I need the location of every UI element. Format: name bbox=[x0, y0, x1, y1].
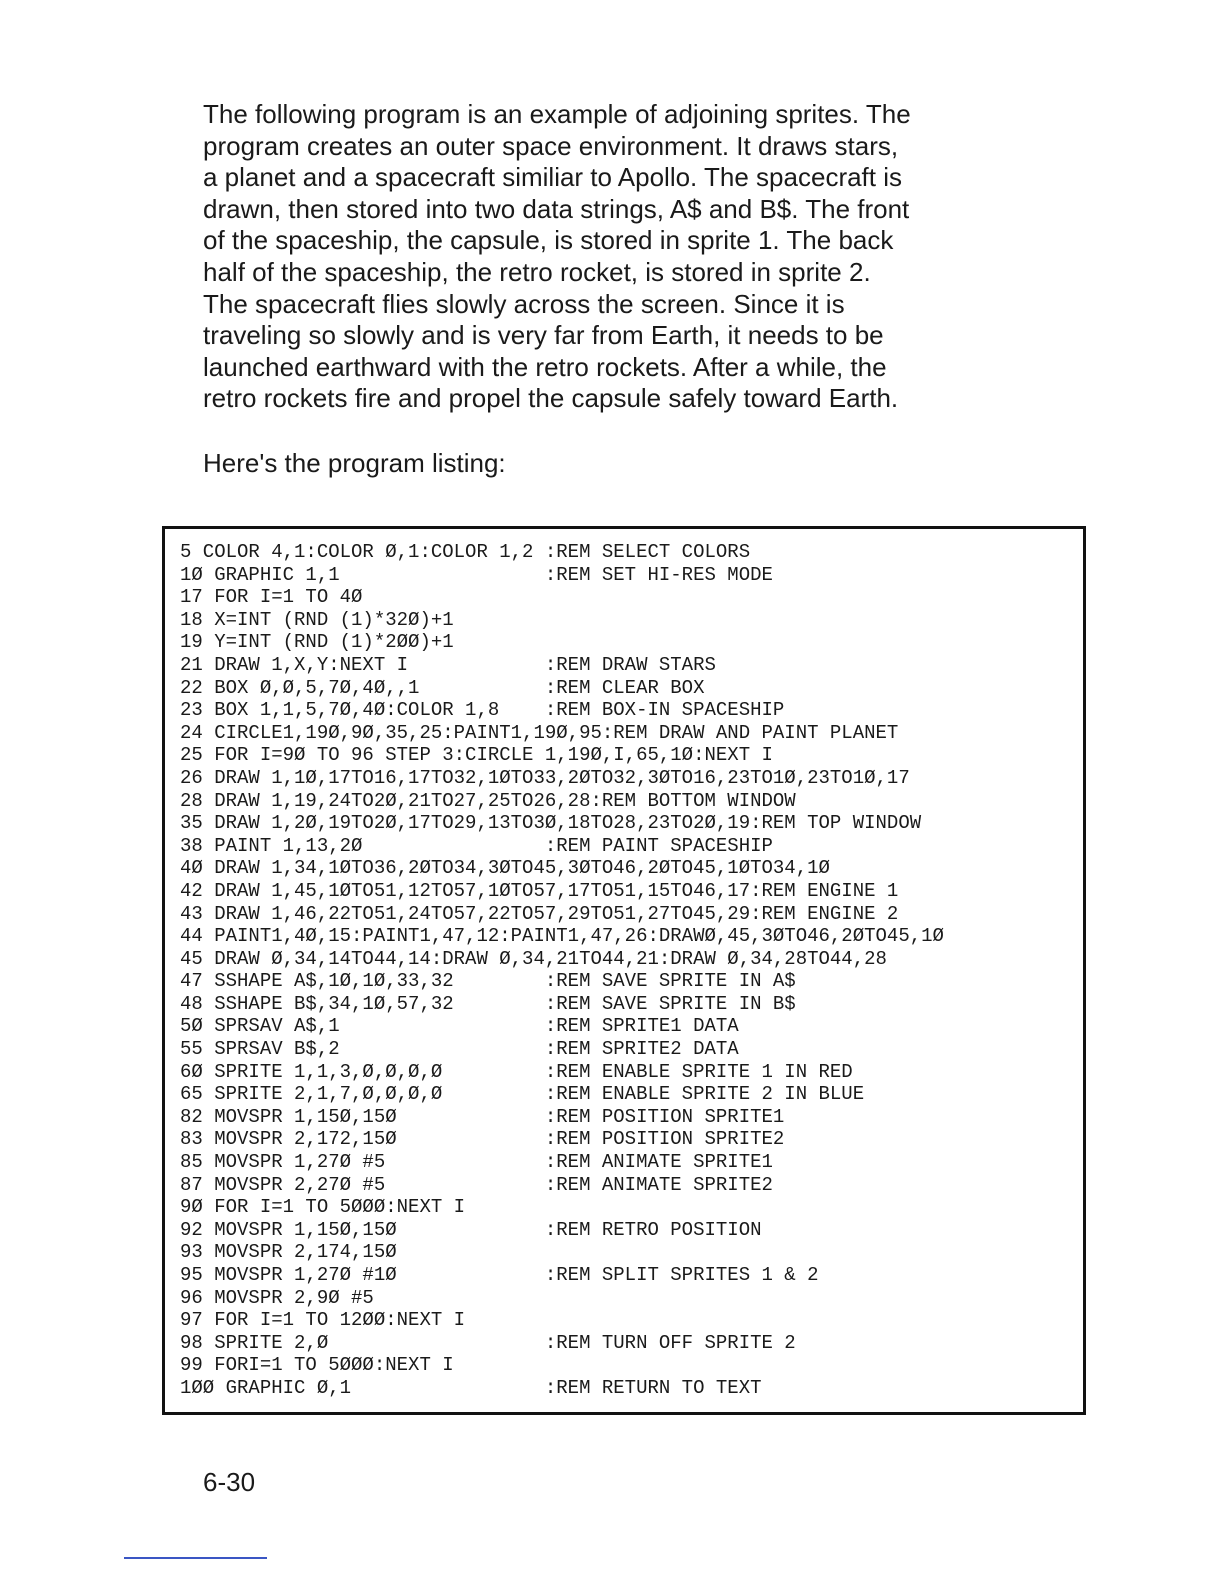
code-line: 17 FOR I=1 TO 4Ø bbox=[180, 586, 363, 609]
code-line: 24 CIRCLE1,19Ø,9Ø,35,25:PAINT1,19Ø,95:REM DRAW AND PAINT PLANET bbox=[180, 721, 899, 744]
code-line: 83 MOVSPR 2,172,15Ø :REM POSITION SPRITE2 bbox=[180, 1128, 785, 1151]
intro-line: drawn, then stored into two data strings, A$ and B$. The front bbox=[203, 193, 910, 224]
code-line: 26 DRAW 1,1Ø,17TO16,17TO32,1ØTO33,2ØTO32,3ØTO16,23TO1Ø,23TO1Ø,17 bbox=[180, 766, 910, 789]
intro-line: The spacecraft flies slowly across the screen. Since it is bbox=[203, 288, 845, 319]
code-line: 98 SPRITE 2,Ø :REM TURN OFF SPRITE 2 bbox=[180, 1331, 796, 1354]
code-line: 5 COLOR 4,1:COLOR Ø,1:COLOR 1,2 :REM SELECT COLORS bbox=[180, 541, 751, 563]
code-line: 47 SSHAPE A$,1Ø,1Ø,33,32 :REM SAVE SPRITE IN A$ bbox=[180, 970, 796, 993]
code-line: 92 MOVSPR 1,15Ø,15Ø :REM RETRO POSITION bbox=[180, 1218, 762, 1241]
code-line: 99 FORI=1 TO 5ØØØ:NEXT I bbox=[180, 1354, 454, 1377]
program-listing-box bbox=[162, 526, 1086, 1415]
code-line: 6Ø SPRITE 1,1,3,Ø,Ø,Ø,Ø :REM ENABLE SPRITE 1 IN RED bbox=[180, 1060, 853, 1083]
code-line: 43 DRAW 1,46,22TO51,24TO57,22TO57,29TO51,27TO45,29:REM ENGINE 2 bbox=[180, 902, 899, 925]
intro-line: of the spaceship, the capsule, is stored in sprite 1. The back bbox=[203, 225, 894, 256]
code-line: 4Ø DRAW 1,34,1ØTO36,2ØTO34,3ØTO45,3ØTO46,2ØTO45,1ØTO34,1Ø bbox=[180, 857, 830, 880]
code-line: 25 FOR I=9Ø TO 96 STEP 3:CIRCLE 1,19Ø,I,65,1Ø:NEXT I bbox=[180, 744, 773, 767]
code-line: 96 MOVSPR 2,9Ø #5 bbox=[180, 1286, 374, 1309]
program-listing bbox=[180, 541, 944, 1400]
code-line: 97 FOR I=1 TO 12ØØ:NEXT I bbox=[180, 1309, 466, 1332]
code-line: 1ØØ GRAPHIC Ø,1 :REM RETURN TO TEXT bbox=[180, 1376, 762, 1399]
code-line: 19 Y=INT (RND (1)*2ØØ)+1 bbox=[180, 631, 454, 654]
code-line: 42 DRAW 1,45,1ØTO51,12TO57,1ØTO57,17TO51,15TO46,17:REM ENGINE 1 bbox=[180, 879, 899, 902]
intro-line: launched earthward with the retro rockets. After a while, the bbox=[203, 351, 887, 382]
code-line: 65 SPRITE 2,1,7,Ø,Ø,Ø,Ø :REM ENABLE SPRITE 2 IN BLUE bbox=[180, 1083, 865, 1106]
intro-line: half of the spaceship, the retro rocket, is stored in sprite 2. bbox=[203, 256, 871, 287]
code-line: 28 DRAW 1,19,24TO2Ø,21TO27,25TO26,28:REM BOTTOM WINDOW bbox=[180, 789, 796, 812]
intro-line: The following program is an example of adjoining sprites. The bbox=[203, 99, 911, 129]
listing-lead-text: Here's the program listing: bbox=[203, 448, 506, 478]
code-line: 85 MOVSPR 1,27Ø #5 :REM ANIMATE SPRITE1 bbox=[180, 1151, 773, 1174]
footer-rule bbox=[124, 1557, 267, 1559]
code-line: 87 MOVSPR 2,27Ø #5 :REM ANIMATE SPRITE2 bbox=[180, 1173, 773, 1196]
code-line: 44 PAINT1,4Ø,15:PAINT1,47,12:PAINT1,47,26:DRAWØ,45,3ØTO46,2ØTO45,1Ø bbox=[180, 925, 944, 948]
code-line: 21 DRAW 1,X,Y:NEXT I :REM DRAW STARS bbox=[180, 653, 716, 676]
code-line: 95 MOVSPR 1,27Ø #1Ø :REM SPLIT SPRITES 1 & 2 bbox=[180, 1264, 819, 1286]
intro-paragraph bbox=[203, 99, 1003, 415]
code-line: 48 SSHAPE B$,34,1Ø,57,32 :REM SAVE SPRITE IN B$ bbox=[180, 992, 796, 1015]
code-line: 22 BOX Ø,Ø,5,7Ø,4Ø,,1 :REM CLEAR BOX bbox=[180, 676, 705, 699]
code-line: 45 DRAW Ø,34,14TO44,14:DRAW Ø,34,21TO44,21:DRAW Ø,34,28TO44,28 bbox=[180, 947, 887, 970]
code-line: 93 MOVSPR 2,174,15Ø bbox=[180, 1241, 397, 1264]
code-line: 55 SPRSAV B$,2 :REM SPRITE2 DATA bbox=[180, 1038, 739, 1061]
code-line: 38 PAINT 1,13,2Ø :REM PAINT SPACESHIP bbox=[180, 834, 773, 857]
code-line: 1Ø GRAPHIC 1,1 :REM SET HI-RES MODE bbox=[180, 563, 773, 586]
code-line: 35 DRAW 1,2Ø,19TO2Ø,17TO29,13TO3Ø,18TO28,23TO2Ø,19:REM TOP WINDOW bbox=[180, 812, 922, 835]
intro-line: retro rockets fire and propel the capsule safely toward Earth. bbox=[203, 383, 899, 414]
code-line: 18 X=INT (RND (1)*32Ø)+1 bbox=[180, 608, 454, 631]
intro-line: traveling so slowly and is very far from Earth, it needs to be bbox=[203, 320, 884, 351]
code-line: 82 MOVSPR 1,15Ø,15Ø :REM POSITION SPRITE1 bbox=[180, 1105, 785, 1128]
intro-line: program creates an outer space environment. It draws stars, bbox=[203, 130, 899, 161]
code-line: 23 BOX 1,1,5,7Ø,4Ø:COLOR 1,8 :REM BOX-IN SPACESHIP bbox=[180, 699, 785, 722]
page-number: 6-30 bbox=[203, 1467, 256, 1497]
code-line: 9Ø FOR I=1 TO 5ØØØ:NEXT I bbox=[180, 1196, 466, 1219]
code-line: 5Ø SPRSAV A$,1 :REM SPRITE1 DATA bbox=[180, 1015, 739, 1038]
intro-line: a planet and a spacecraft similiar to Apollo. The spacecraft is bbox=[203, 162, 903, 193]
